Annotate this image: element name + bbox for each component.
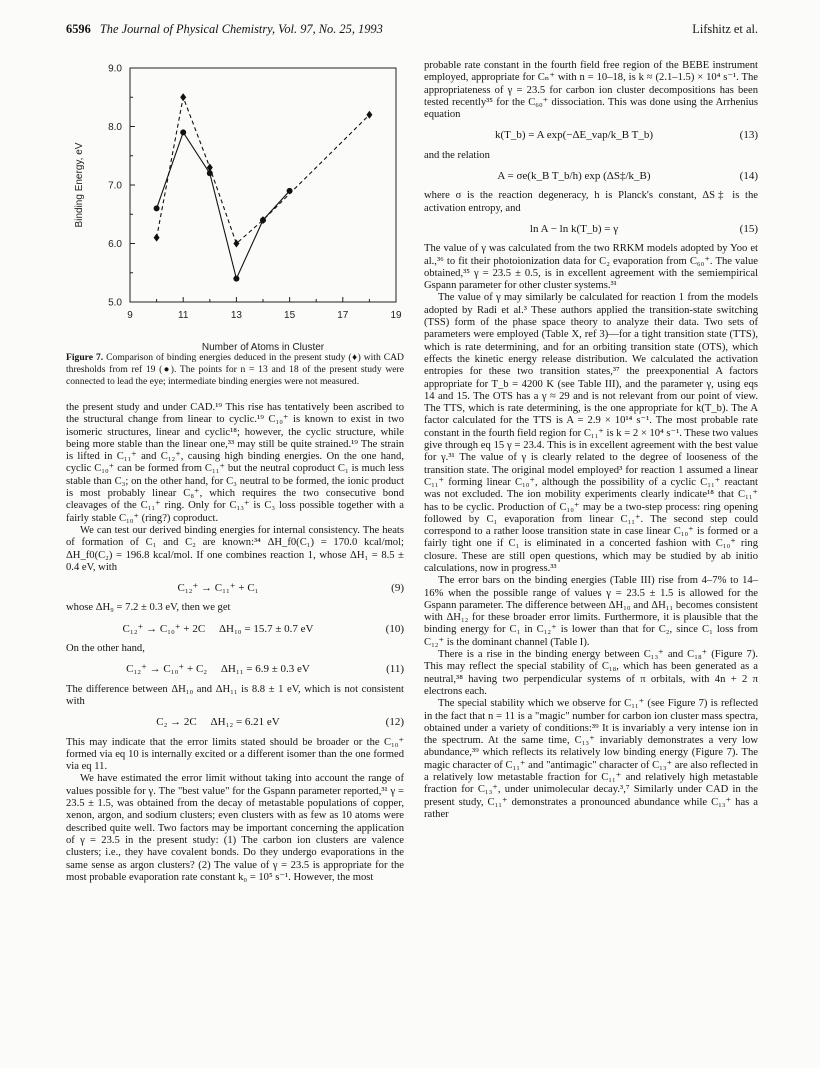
paragraph: On the other hand, <box>66 643 145 655</box>
diamond-point <box>233 240 239 248</box>
page-header <box>66 22 758 46</box>
caption-label: Figure 7. <box>66 352 104 363</box>
x-tick-label: 13 <box>230 310 242 321</box>
equation-number: (10) <box>385 622 404 635</box>
x-tick-label: 17 <box>337 310 349 321</box>
paragraph: The difference between ΔH₁₀ and ΔH₁₁ is 8.8 ± 1 eV, which is not consistent with <box>66 683 404 707</box>
equation-15 <box>424 223 758 235</box>
x-tick-label: 11 <box>178 310 189 321</box>
x-tick-label: 9 <box>127 310 133 321</box>
equation-number: (11) <box>386 663 404 676</box>
equation-11 <box>66 663 404 675</box>
paragraph: This may indicate that the error limits stated should be broader or the C₁₀⁺ formed via eq 10 is internally excited or a different isomer than the one formed via eq 11. <box>66 736 404 773</box>
y-tick-label: 8.0 <box>108 122 122 133</box>
y-tick-label: 5.0 <box>108 297 122 309</box>
equation-number: (15) <box>739 222 758 235</box>
equation-12 <box>66 716 404 728</box>
paragraph: the present study and under CAD.¹⁹ This rise has tentatively been ascribed to the structural change from linear to cyclic.¹⁹ C₁₀⁺ is known to exist in two isomeric structures, linear and cyclic¹⁸; however, the cyclic structure, while being more stable than the linear one,³³ may still be quite strained.¹⁹ The strain is lifted in C₁₁⁺ and C₁₂⁺, causing high binding energies. On the one hand, cyclic C₁₀⁺ can be formed from C₁₁⁺ but the neutral coproduct C₁ is much less stable than C₃; on the other hand, for C₃ neutral to be formed, the ionic product is most probably linear C₈⁺, which requires the two consecutive bond cleavages of the C₁₁⁺ ring. Only for C₁₃⁺ is C₃ loss possible together with a fairly stable C₁₀⁺ (ring?) coproduct. <box>66 402 404 524</box>
paragraph: The value of γ was calculated from the two RRKM models adopted by Yoo et al.,³⁶ to fit their photoionization data for C₂ evaporation from C₆₀⁺. The value obtained,³⁵ γ = 23.5 ± 0.5, is in excellent agreement with the semiempirical Gspann parameter for other cluster systems.³¹ <box>424 243 758 292</box>
equation-9 <box>66 582 404 594</box>
y-axis-label: Binding Energy, eV <box>74 142 85 228</box>
paragraph: We have estimated the error limit without taking into account the range of values possible for γ. The "best value" for the Gspann parameter reported,³¹ γ = 23.5 ± 1.5, was obtained from the decay of metastable populations of copper, xenon, argon, and sodium clusters; even clusters with as few as 10 atoms were described quite well. Two factors may be important concerning the application of γ = 23.5 in the present study: (1) The carbon ion clusters are valence clusters; i.e., they have covalent bonds. Do they undergo evaporations in the same sense as argon clusters? (2) The value of γ = 23.5 is appropriate for the most probable evaporation rate constant k₀ = 10⁵ s⁻¹. However, the most <box>66 773 404 883</box>
x-tick-label: 19 <box>390 310 402 321</box>
left-column <box>66 402 404 884</box>
page-number: 6596 <box>66 22 91 36</box>
equation-body: C₁₂⁺ → C₁₀⁺ + 2C ΔH₁₀ = 15.7 ± 0.7 eV <box>122 622 314 635</box>
equation-number: (13) <box>739 129 758 142</box>
equation-13 <box>424 129 758 141</box>
running-head <box>66 22 383 37</box>
author-running-head: Lifshitz et al. <box>692 22 758 36</box>
diamond-point <box>366 111 372 119</box>
y-tick-label: 7.0 <box>108 180 122 192</box>
equation-number: (9) <box>391 582 404 595</box>
circle-point <box>180 129 186 135</box>
diamond-point <box>180 93 186 101</box>
equation-number: (12) <box>385 716 404 729</box>
y-tick-label: 9.0 <box>108 63 122 75</box>
paragraph: The error bars on the binding energies (Table III) rise from 4–7% to 14–16% when the possible range of values γ = 23.5 ± 1.5 is allowed for the Gspann parameter. The difference between ΔH₁₀ and ΔH₁₁ becomes consistent with ΔH₁₂ for these broader error limits. Furthermore, it is plausible that the binding energy for C₁ in C₁₂⁺ is lower than that for C₂, since C₁ loss from C₁₂⁺ is the dominant channel (Table I). <box>424 575 758 648</box>
circle-point <box>233 276 239 282</box>
equation-body: k(T_b) = A exp(−ΔE_vap/k_B T_b) <box>495 129 653 142</box>
circle-point <box>207 170 213 176</box>
equation-number: (14) <box>739 170 758 183</box>
circle-point <box>287 188 293 194</box>
paragraph: There is a rise in the binding energy between C₁₃⁺ and C₁₈⁺ (Figure 7). This may reflect the special stability of C₁₈, which has been generated as a neutral,³⁸ having two perpendicular systems of π orbitals, with 4n + 2 π electrons each. <box>424 649 758 697</box>
x-tick-label: 15 <box>284 310 296 321</box>
paragraph: whose ΔH₉ = 7.2 ± 0.3 eV, then we get <box>66 602 231 614</box>
equation-10 <box>66 623 404 635</box>
diamond-point <box>154 234 160 242</box>
circle-point <box>154 205 160 211</box>
equation-body: A = σe(k_B T_b/h) exp (ΔS‡/k_B) <box>497 170 651 183</box>
paragraph: We can test our derived binding energies for internal consistency. The heats of formation of C₁ and C₂ are known:³⁴ ΔH_f0(C₁) = 170.0 kcal/mol; ΔH_f0(C₂) = 196.8 kcal/mol. If one combines reaction 1, whose ΔH₁ = 8.5 ± 0.4 eV, with <box>66 524 404 573</box>
equation-body: ln A − ln k(T_b) = γ <box>529 222 619 235</box>
equation-body: C₁₂⁺ → C₁₁⁺ + C₁ <box>177 582 259 595</box>
paragraph: The special stability which we observe for C₁₁⁺ (see Figure 7) is reflected in the fact that n = 11 is a "magic" number for carbon ion cluster mass spectra, obtained under a variety of conditions:³⁹ It is invariably a very intense ion in the spectrum. At the same time, C₁₃⁺ invariably demonstrates a very low abundance,³⁹ which reflects its relatively low binding energy (Figure 7). The magic character of C₁₁⁺ and "antimagic" character of C₁₃⁺ are also reflected in a relatively low metastable fraction for C₁₁⁺ and relatively high metastable fraction for C₁₃⁺, under unimolecular decay.³,⁷ Similarly under CAD in the present study, C₁₁⁺ demonstrates a pronounced abundance while C₁₃⁺ has a rather <box>424 698 759 820</box>
equation-body: C₁₂⁺ → C₁₀⁺ + C₂ ΔH₁₁ = 6.9 ± 0.3 eV <box>126 663 310 676</box>
figure-7 <box>66 58 406 353</box>
paragraph: probable rate constant in the fourth field free region of the BEBE instrument employed, appropriate for Cₙ⁺ with n = 10–18, is k ≈ (2.1–1.5) × 10⁴ s⁻¹. The appropriateness of γ = 23.5 for carbon ion cluster decompositions has been tested recently³⁵ for the C₆₀⁺ dissociation. This was done using the Arrhenius equation <box>424 60 758 121</box>
equation-14 <box>424 170 758 182</box>
caption-text: Comparison of binding energies deduced in the present study (♦) with CAD thresholds from ref 19 (●). The points for n = 13 and 18 of the present study were connected to lead the eye; intermediate binding energies were not measured. <box>66 352 404 387</box>
series-line-2 <box>157 132 290 278</box>
equation-body: C₂ → 2C ΔH₁₂ = 6.21 eV <box>156 716 280 729</box>
paragraph: and the relation <box>424 149 490 161</box>
paragraph: The value of γ may similarly be calculated for reaction 1 from the models adopted by Radi et al.³ These authors applied the transition-state switching (TSS) form of the phase space theory to analyze their data. Two sets of parameters were employed (Table X, ref 3)—for a tight transition state (TTS), which is rate determining, and for an orbiting transition state (OTS), which effects the kinetic energy release distribution. We calculated the activation entropies for these two transition states,³⁷ the preexponential A factors appropriate for T_b = 4200 K (see Table III), and the parameter γ, using eqs 14 and 15. The OTS has a γ ≈ 29 and is not relevant from our point of view. The TTS, which is rate determining, is the one appropriate for k(T_b). The A factor calculated for the TTS is A = 2.9 × 10¹⁴ s⁻¹. The most probable rate constant in the fourth field region for C₁₁⁺ is k = 2 × 10⁴ s⁻¹. These two values give through eq 15 γ = 23.4. This is in excellent agreement with the best value for γ.³¹ The value of γ is clearly related to the degree of looseness of the transition state. The original model employed³ for reaction 1 assumed a linear C₁₁⁺ forming linear C₁₀⁺, although the possibility of a cyclic C₁₁⁺ reactant was not excluded. The ion mobility experiments clearly indicate¹⁸ that C₁₁⁺ has to be cyclic. Production of C₁₀⁺ may be a two-step process: ring opening followed by C₁ evaporation from linear C₁₁⁺. The second step could correspond to a rather loose transition state in case linear C₁₀⁺ is formed or a fairly tight one if C₁ is eliminated in a concerted fashion with C₁₀⁺ ring closure. These are still open questions, which may be studied by ab initio calculations, now in progress.³³ <box>424 292 758 574</box>
journal-citation: The Journal of Physical Chemistry, Vol. 97, No. 25, 1993 <box>99 22 383 36</box>
binding-energy-chart <box>66 58 406 353</box>
right-column <box>424 60 758 821</box>
circle-point <box>260 217 266 223</box>
paragraph: where σ is the reaction degeneracy, h is Planck's constant, ΔS‡ is the activation entropy, and <box>424 190 758 214</box>
x-axis-label: Number of Atoms in Cluster <box>201 342 325 353</box>
plot-frame <box>130 68 396 302</box>
y-tick-label: 6.0 <box>108 239 122 250</box>
figure-caption <box>66 352 404 387</box>
